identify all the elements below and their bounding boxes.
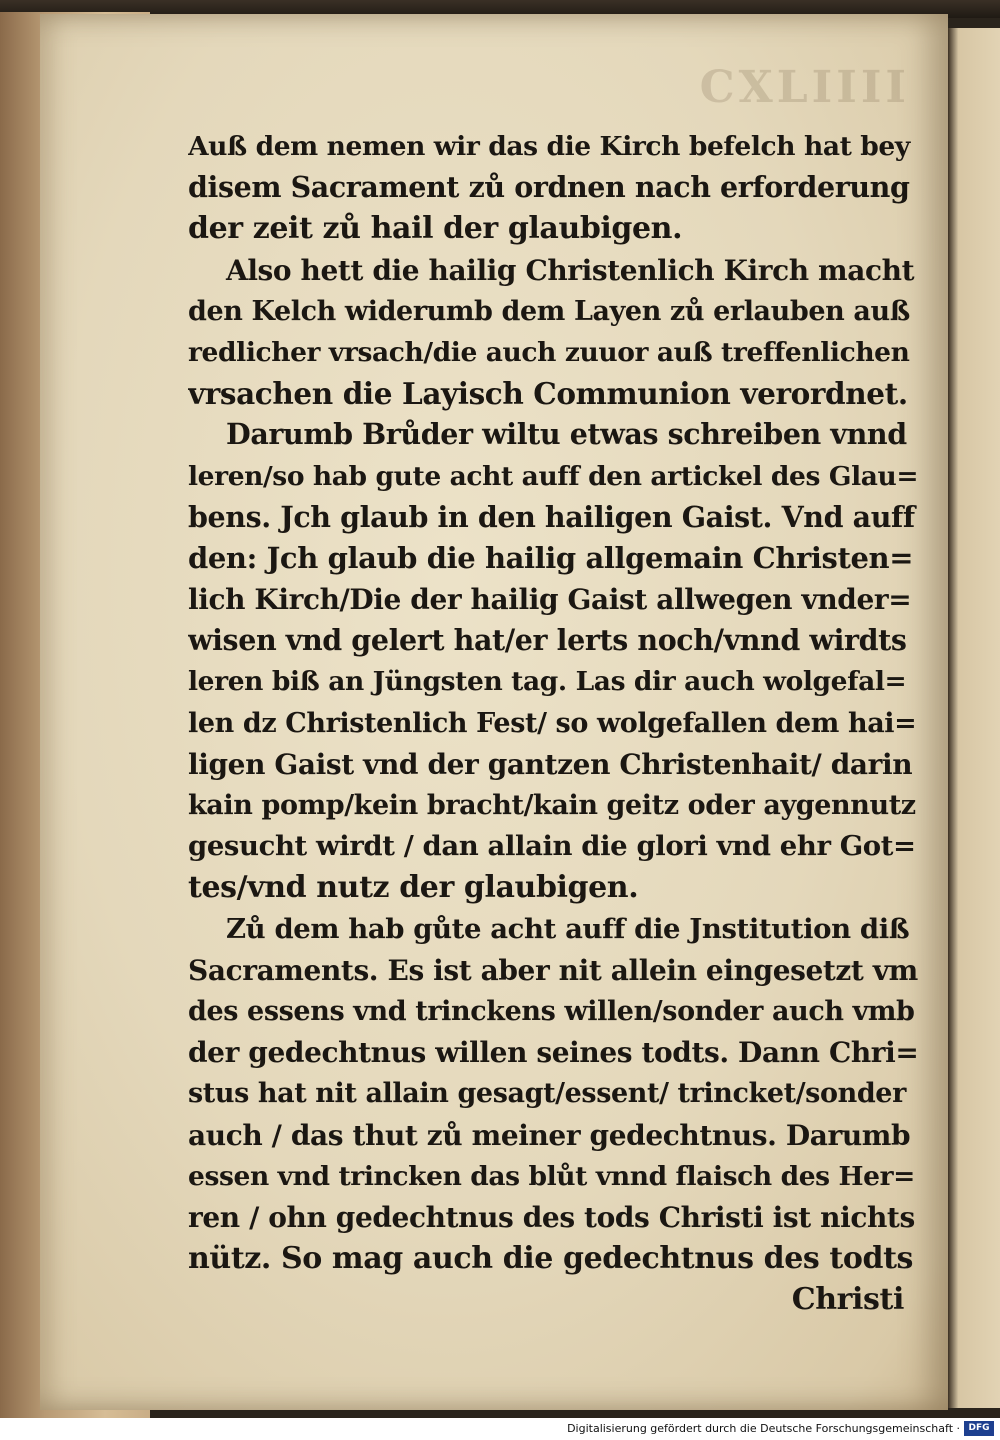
text-line: Darumb Brůder wiltu etwas schreiben vnnd bbox=[226, 417, 907, 452]
text-line: nütz. So mag auch die gedechtnus des todts bbox=[188, 1241, 914, 1277]
dfg-logo: DFG bbox=[964, 1421, 994, 1436]
funding-credit: Digitalisierung gefördert durch die Deutsche Forschungsgemeinschaft · bbox=[567, 1422, 960, 1435]
footer-bar bbox=[0, 1418, 1000, 1440]
text-line: essen vnd trincken das blůt vnnd flaisch des Her= bbox=[188, 1160, 915, 1192]
facing-page-edge bbox=[948, 28, 1000, 1408]
text-line: Auß dem nemen wir das die Kirch befelch hat bey bbox=[188, 131, 910, 162]
catchword: Christi bbox=[791, 1282, 904, 1318]
text-line: len dz Christenlich Fest/ so wolgefallen dem hai= bbox=[188, 707, 917, 739]
text-line: kain pomp/kein bracht/kain geitz oder aygennutz bbox=[188, 790, 916, 821]
text-line: der gedechtnus willen seines todts. Dann Chri= bbox=[188, 1036, 918, 1070]
folio-number: CXLIIII bbox=[699, 62, 910, 113]
text-line: vrsachen die Layisch Communion verordnet. bbox=[188, 376, 908, 412]
text-line: ren / ohn gedechtnus des tods Christi ist nichts bbox=[188, 1200, 915, 1234]
text-line: Zů dem hab gůte acht auff die Jnstitution diß bbox=[226, 912, 910, 945]
text-line: leren/so hab gute acht auff den artickel des Glau= bbox=[188, 460, 918, 492]
text-line: wisen vnd gelert hat/er lerts noch/vnnd wirdts bbox=[188, 623, 907, 658]
text-line: Also hett die hailig Christenlich Kirch macht bbox=[226, 253, 915, 287]
text-line: disem Sacrament zů ordnen nach erforderung bbox=[188, 170, 910, 205]
text-line: der zeit zů hail der glaubigen. bbox=[188, 211, 683, 247]
text-line: lich Kirch/Die der hailig Gaist allwegen vnder= bbox=[188, 583, 912, 617]
text-line: ligen Gaist vnd der gantzen Christenhait/ darin bbox=[188, 747, 913, 781]
text-line: leren biß an Jüngsten tag. Las dir auch wolgefal= bbox=[188, 666, 907, 698]
text-line: den: Jch glaub die hailig allgemain Christen= bbox=[188, 540, 914, 575]
text-block bbox=[188, 126, 918, 1320]
text-line: tes/vnd nutz der glaubigen. bbox=[188, 870, 639, 906]
text-line: gesucht wirdt / dan allain die glori vnd ehr Got= bbox=[188, 830, 916, 863]
text-line: Sacraments. Es ist aber nit allein eingesetzt vm bbox=[188, 953, 918, 987]
text-line: stus hat nit allain gesagt/essent/ trincket/sonder bbox=[188, 1078, 906, 1110]
text-line: des essens vnd trinckens willen/sonder auch vmb bbox=[188, 995, 915, 1027]
text-line: bens. Jch glaub in den hailigen Gaist. Vnd auff bbox=[188, 499, 915, 534]
text-line: auch / das thut zů meiner gedechtnus. Darumb bbox=[188, 1118, 911, 1152]
text-line: den Kelch widerumb dem Layen zů erlauben auß bbox=[188, 295, 910, 327]
text-line: redlicher vrsach/die auch zuuor auß treffenlichen bbox=[188, 336, 910, 368]
